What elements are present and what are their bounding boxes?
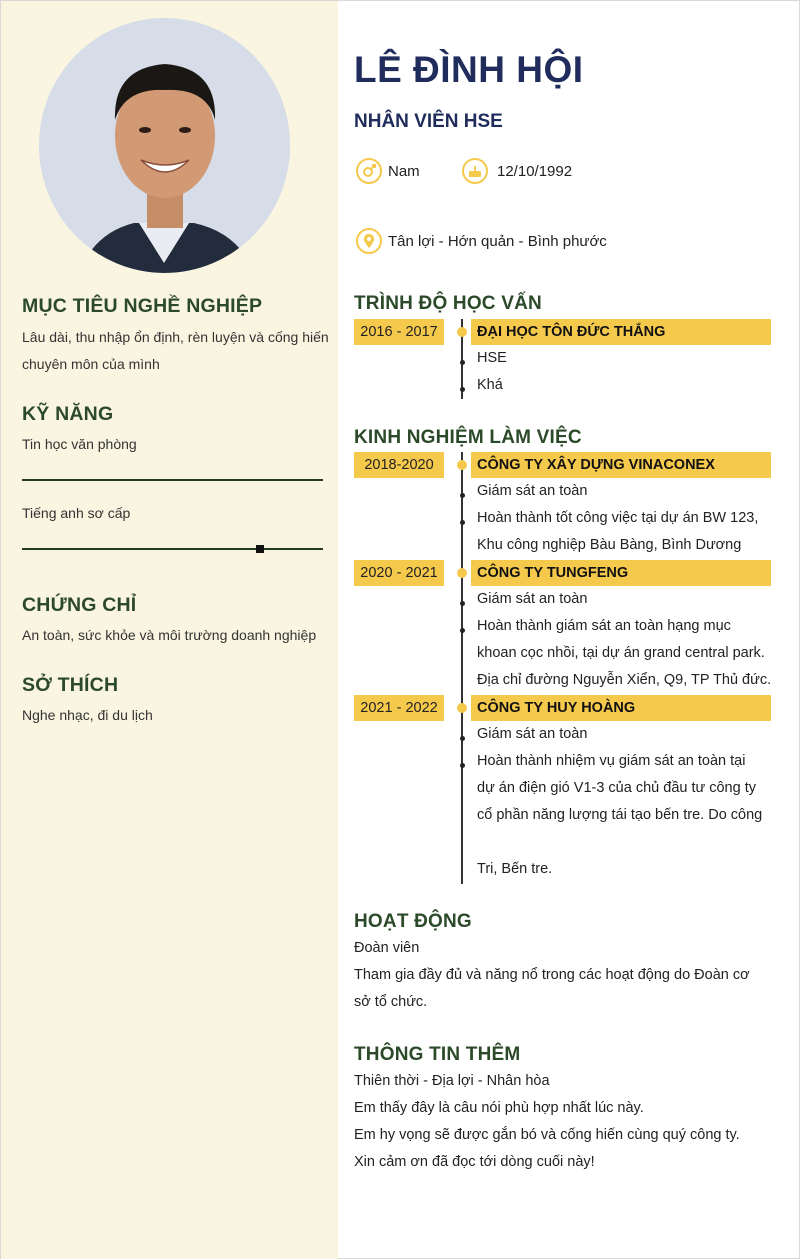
timeline-dot xyxy=(457,568,467,578)
certificates-text: An toàn, sức khỏe và môi trường doanh nghiệp xyxy=(22,627,317,643)
job-2-desc-2: khoan cọc nhồi, tại dự án grand central park. xyxy=(477,645,765,661)
activities-line-1: Đoàn viên xyxy=(354,940,420,956)
sidebar xyxy=(1,1,338,1259)
job-2-role: Giám sát an toàn xyxy=(477,591,588,607)
skill-level-bar-1 xyxy=(22,479,323,481)
portrait-icon xyxy=(39,18,290,273)
objective-line-1: Lâu dài, thu nhập ổn định, rèn luyện và cống hiến xyxy=(22,329,329,345)
education-years: 2016 - 2017 xyxy=(354,319,444,345)
gender-icon xyxy=(356,158,382,184)
job-1-years: 2018-2020 xyxy=(354,452,444,478)
additional-info-heading: THÔNG TIN THÊM xyxy=(354,1044,521,1065)
certificates-heading: CHỨNG CHỈ xyxy=(22,594,137,616)
additional-line-1: Thiên thời - Địa lợi - Nhân hòa xyxy=(354,1073,550,1089)
bullet xyxy=(460,736,465,741)
gender-value: Nam xyxy=(388,163,420,180)
experience-timeline-line xyxy=(461,452,463,884)
bullet xyxy=(460,628,465,633)
education-grade: Khá xyxy=(477,377,503,393)
timeline-dot xyxy=(457,327,467,337)
timeline-dot xyxy=(457,460,467,470)
candidate-name: LÊ ĐÌNH HỘI xyxy=(354,49,584,90)
skill-name-2: Tiếng anh sơ cấp xyxy=(22,505,131,521)
location-pin-icon xyxy=(356,228,382,254)
additional-line-4: Xin cảm ơn đã đọc tới dòng cuối này! xyxy=(354,1154,595,1170)
job-2-years: 2020 - 2021 xyxy=(354,560,444,586)
activities-heading: HOẠT ĐỘNG xyxy=(354,911,472,932)
job-2-desc-1: Hoàn thành giám sát an toàn hạng mục xyxy=(477,618,731,634)
job-3-desc-1: Hoàn thành nhiệm vụ giám sát an toàn tại xyxy=(477,753,746,769)
candidate-title: NHÂN VIÊN HSE xyxy=(354,111,503,132)
objective-heading: MỤC TIÊU NGHỀ NGHIỆP xyxy=(22,295,263,317)
job-3-desc-4: Tri, Bến tre. xyxy=(477,861,553,877)
job-1-desc-1: Hoàn thành tốt công việc tại dự án BW 123, xyxy=(477,510,759,526)
bullet xyxy=(460,493,465,498)
experience-heading: KINH NGHIỆM LÀM VIỆC xyxy=(354,427,582,448)
additional-line-2: Em thấy đây là câu nói phù hợp nhất lúc này. xyxy=(354,1100,644,1116)
job-3-desc-3: cổ phần năng lượng tái tạo bến tre. Do công xyxy=(477,807,763,823)
job-2-company: CÔNG TY TUNGFENG xyxy=(471,560,771,586)
birthday-cake-icon xyxy=(462,158,488,184)
bullet xyxy=(460,763,465,768)
bullet xyxy=(460,387,465,392)
skill-level-bar-2 xyxy=(22,548,323,550)
activities-line-3: sở tổ chức. xyxy=(354,994,428,1010)
education-school: ĐẠI HỌC TÔN ĐỨC THẮNG xyxy=(471,319,771,345)
skill-name-1: Tin học văn phòng xyxy=(22,436,137,452)
profile-photo xyxy=(39,18,290,273)
education-major: HSE xyxy=(477,350,507,366)
job-3-desc-2: dự án điện gió V1-3 của chủ đầu tư công ty xyxy=(477,780,756,796)
skill-level-marker-2 xyxy=(256,545,264,553)
job-3-role: Giám sát an toàn xyxy=(477,726,588,742)
job-1-role: Giám sát an toàn xyxy=(477,483,588,499)
birthdate-value: 12/10/1992 xyxy=(497,163,573,180)
activities-line-2: Tham gia đầy đủ và năng nổ trong các hoạt động do Đoàn cơ xyxy=(354,967,750,983)
bullet xyxy=(460,520,465,525)
bullet xyxy=(460,360,465,365)
job-2-desc-3: Địa chỉ đường Nguyễn Xiển, Q9, TP Thủ đức. xyxy=(477,672,772,688)
education-heading: TRÌNH ĐỘ HỌC VẤN xyxy=(354,293,542,314)
timeline-dot xyxy=(457,703,467,713)
hobbies-text: Nghe nhạc, đi du lịch xyxy=(22,707,153,723)
skills-heading: KỸ NĂNG xyxy=(22,403,114,425)
hobbies-heading: SỞ THÍCH xyxy=(22,674,119,696)
job-1-company: CÔNG TY XÂY DỰNG VINACONEX xyxy=(471,452,771,478)
job-1-desc-2: Khu công nghiệp Bàu Bàng, Bình Dương xyxy=(477,537,742,553)
job-3-company: CÔNG TY HUY HOÀNG xyxy=(471,695,771,721)
address-value: Tân lợi - Hớn quản - Bình phước xyxy=(388,233,607,250)
objective-line-2: chuyên môn của mình xyxy=(22,356,160,372)
bullet xyxy=(460,601,465,606)
job-3-years: 2021 - 2022 xyxy=(354,695,444,721)
additional-line-3: Em hy vọng sẽ được gắn bó và cống hiến cùng quý công ty. xyxy=(354,1127,740,1143)
